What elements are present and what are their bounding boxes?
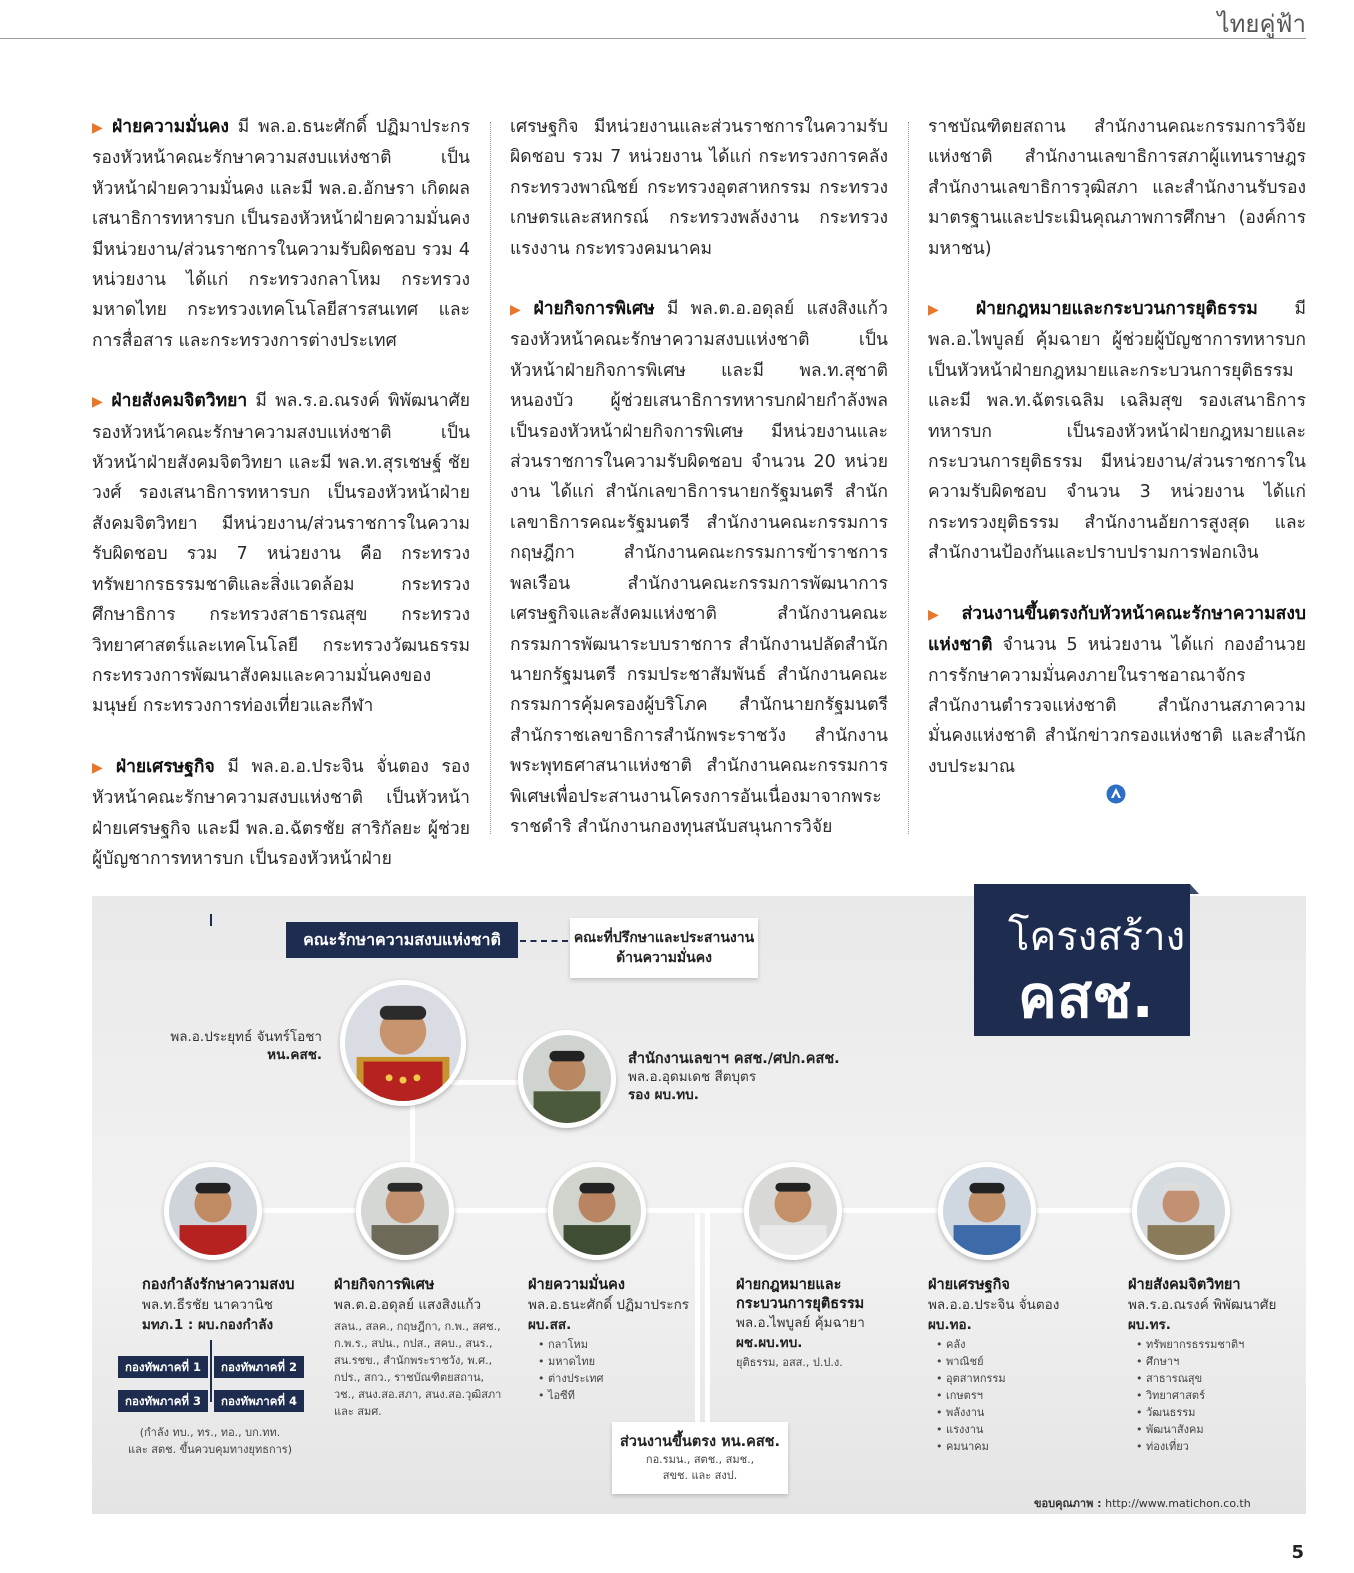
detail-line: และ สมศ. (334, 1405, 382, 1418)
regions-note-line2: และ สตช. ขึ้นควบคุมทางยุทธการ) (128, 1443, 292, 1456)
paragraph-direct-units (928, 599, 1306, 782)
credit-url: http://www.matichon.co.th (1105, 1497, 1251, 1510)
paragraph-text: ราชบัณฑิตยสถาน สำนักงานคณะกรรมการวิจัยแห่งชาติ สำนักงานเลขาธิการสภาผู้แทนราษฎร สำนักงานเลขาธิการวุฒิสภา และสำนักงานรับรองมาตรฐานและประเมินคุณภาพการศึกษา (องค์การมหาชน) (928, 117, 1306, 259)
paragraph-text: จำนวน 5 หน่วยงาน ได้แก่ กองอำนวยการรักษาความมั่นคงภายในราชอาณาจักร สำนักงานตำรวจแห่งชาติ สำนักงานสภาความมั่นคงแห่งชาติ สำนักข่าวกรองแห่งชาติ และสำนักงบประมาณ (928, 635, 1306, 777)
region-box: กองทัพภาคที่ 2 (214, 1356, 304, 1378)
council-box: คณะรักษาความสงบแห่งชาติ (286, 922, 518, 958)
triangle-bullet-icon: ▶ (928, 606, 956, 623)
list-item: • แรงงาน (936, 1421, 1006, 1438)
list-item: • มหาดไทย (538, 1353, 603, 1370)
direct-units-line2: สขช. และ สงป. (662, 1469, 738, 1482)
paragraph-heading: ฝ่ายสังคมจิตวิทยา (111, 391, 248, 412)
paragraph-social-psychology (92, 386, 470, 721)
unit-name: พล.ท.ธีรชัย นาควานิช (142, 1297, 273, 1313)
article-column-1 (92, 112, 470, 904)
unit-name: พล.อ.อ.ประจิน จั่นตอง (928, 1297, 1060, 1313)
list-item: • ท่องเที่ยว (1136, 1438, 1244, 1455)
unit-title: ฝ่ายความมั่นคง (528, 1277, 625, 1293)
connector-line (210, 1340, 212, 1402)
triangle-bullet-icon: ▶ (92, 120, 106, 136)
paragraph-heading: ฝ่ายความมั่นคง (112, 117, 229, 137)
detail-line: ก.พ.ร., สปน., กปส., สคบ., สนร., (334, 1337, 493, 1350)
unit-code: ผบ.ทร. (1128, 1317, 1171, 1333)
paragraph-heading: ฝ่ายกฎหมายและกระบวนการยุติธรรม (975, 299, 1258, 320)
unit-name: พล.ร.อ.ณรงค์ พิพัฒนาศัย (1128, 1297, 1277, 1313)
unit-list (936, 1336, 1006, 1455)
unit-title-line2: กระบวนการยุติธรรม (736, 1296, 865, 1312)
unit-code: ผบ.ทอ. (928, 1317, 972, 1333)
portrait-image (943, 1167, 1031, 1255)
unit-portrait-security (548, 1162, 646, 1260)
list-item: • คมนาคม (936, 1438, 1006, 1455)
head-role: หน.คสช. (267, 1047, 322, 1063)
unit-detail: ยุติธรรม, อสส., ป.ป.ง. (736, 1356, 843, 1369)
detail-line: สลน., สลค., กฤษฎีกา, ก.พ., สศช., (334, 1320, 501, 1333)
list-item: • เกษตรฯ (936, 1387, 1006, 1404)
unit-name: พล.อ.ไพบูลย์ คุ้มฉายา (736, 1315, 865, 1331)
list-item: • วัฒนธรรม (1136, 1404, 1244, 1421)
secretariat-role: รอง ผบ.ทบ. (628, 1087, 699, 1103)
secretariat-name: พล.อ.อุดมเดช สีตบุตร (628, 1069, 757, 1085)
list-item: • ทรัพยากรธรรมชาติฯ (1136, 1336, 1244, 1353)
unit-title: ฝ่ายกิจการพิเศษ (334, 1277, 435, 1293)
list-item: • ศึกษาฯ (1136, 1353, 1244, 1370)
advisory-line2: ด้านความมั่นคง (616, 950, 712, 966)
paragraph-security (92, 112, 470, 356)
detail-line: สน.รชข., สำนักพระราชวัง, พ.ศ., (334, 1354, 493, 1367)
triangle-bullet-icon: ▶ (92, 394, 106, 411)
paragraph-heading: ฝ่ายกิจการพิเศษ (533, 299, 655, 320)
direct-units-box (612, 1422, 788, 1494)
list-item: • สาธารณสุข (1136, 1370, 1244, 1387)
unit-title-line1: ฝ่ายกฎหมายและ (736, 1277, 842, 1293)
head-label (150, 1028, 322, 1064)
chart-title-line2: คสช. (1018, 963, 1154, 1031)
paragraph-economy (92, 752, 470, 875)
paragraph-text: มี พล.อ.ไพบูลย์ คุ้มฉายา ผู้ช่วยผู้บัญชาการทหารบก เป็นหัวหน้าฝ่ายกฎหมายและกระบวนการยุติธรรม และมี พล.ท.ฉัตรเฉลิม เฉลิมสุข รองเสนาธิการทหารบก เป็นรองหัวหน้าฝ่ายกฎหมายและกระบวนการยุติธรรม มีหน่วยงาน/ส่วนราชการในความรับผิดชอบ จำนวน 3 หน่วยงาน ได้แก่ กระทรวงยุติธรรม สำนักงานอัยการสูงสุด และสำนักงานป้องกันและปราบปรามการฟอกเงิน (928, 299, 1306, 564)
paragraph-heading: ส่วนงานขึ้นตรงกับหัวหน้าคณะรักษาความสงบแห่งชาติ (928, 603, 1306, 656)
list-item: • คลัง (936, 1336, 1006, 1353)
unit-code: ผช.ผบ.ทบ. (736, 1335, 803, 1351)
unit-portrait-peacekeeping (164, 1162, 262, 1260)
portrait-image (345, 985, 461, 1101)
regions-note-line1: (กำลัง ทบ., ทร., ทอ., บก.ทท. (139, 1426, 281, 1439)
advisory-line1: คณะที่ปรึกษาและประสานงาน (573, 930, 755, 946)
connector-line (695, 1208, 700, 1428)
list-item: • ต่างประเทศ (538, 1370, 603, 1387)
unit-title: ฝ่ายสังคมจิตวิทยา (1128, 1277, 1241, 1293)
unit-list (538, 1336, 603, 1404)
paragraph-text: มี พล.ร.อ.ณรงค์ พิพัฒนาศัย รองหัวหน้าคณะรักษาความสงบแห่งชาติ เป็นหัวหน้าฝ่ายสังคมจิตวิทยา และมี พล.ท.สุรเชษฐ์ ชัยวงศ์ รองเสนาธิการทหารบก เป็นรองหัวหน้าฝ่ายสังคมจิตวิทยา มีหน่วยงาน/ส่วนราชการในความรับผิดชอบ รวม 7 หน่วยงาน คือ กระทรวงทรัพยากรธรรมชาติและสิ่งแวดล้อม กระทรวงศึกษาธิการ กระทรวงสาธารณสุข กระทรวงวิทยาศาสตร์และเทคโนโลยี กระทรวงวัฒนธรรม กระทรวงการพัฒนาสังคมและความมั่นคงของมนุษย์ กระทรวงการท่องเที่ยวและกีฬา (92, 391, 470, 717)
unit-code: ผบ.สส. (528, 1317, 572, 1333)
triangle-bullet-icon: ▶ (92, 759, 110, 776)
unit-title: ฝ่ายเศรษฐกิจ (928, 1277, 1010, 1293)
dashed-connector (520, 940, 568, 942)
list-item: • วิทยาศาสตร์ (1136, 1387, 1244, 1404)
unit-title (736, 1276, 864, 1314)
list-item: • ไอซีที (538, 1387, 603, 1404)
unit-detail (334, 1318, 514, 1420)
portrait-image (1137, 1167, 1225, 1255)
unit-list (1136, 1336, 1244, 1455)
portrait-image (553, 1167, 641, 1255)
direct-units-title: ส่วนงานขึ้นตรง หน.คสช. (619, 1434, 781, 1450)
column-separator (490, 122, 491, 834)
detail-line: กปร., สกว., ราชบัณฑิตยสถาน, (334, 1371, 485, 1384)
region-box: กองทัพภาคที่ 1 (118, 1356, 208, 1378)
region-box: กองทัพภาคที่ 4 (214, 1390, 304, 1412)
unit-name: พล.อ.ธนะศักดิ์ ปฏิมาประกร (528, 1297, 689, 1313)
masthead (0, 0, 1354, 40)
end-mark-icon (1106, 784, 1126, 804)
masthead-rule (0, 38, 1306, 39)
paragraph-text: เศรษฐกิจ มีหน่วยงานและส่วนราชการในความรับผิดชอบ รวม 7 หน่วยงาน ได้แก่ กระทรวงการคลัง กระทรวงพาณิชย์ กระทรวงอุตสาหกรรม กระทรวงเกษตรและสหกรณ์ กระทรวงพลังงาน กระทรวงแรงงาน กระทรวงคมนาคม (510, 117, 888, 259)
portrait-image (523, 1035, 611, 1123)
paragraph-special-affairs (510, 294, 888, 842)
portrait-image (169, 1167, 257, 1255)
secretariat-portrait (518, 1030, 616, 1128)
paragraph-text: มี พล.ต.อ.อดุลย์ แสงสิงแก้ว รองหัวหน้าคณะรักษาความสงบแห่งชาติ เป็นหัวหน้าฝ่ายกิจการพิเศษ และมี พล.ท.สุชาติ หนองบัว ผู้ช่วยเสนาธิการทหารบกฝ่ายกำลังพล เป็นรองหัวหน้าฝ่ายกิจการพิเศษ มีหน่วยงานและส่วนราชการในความรับผิดชอบ จำนวน 20 หน่วยงาน ได้แก่ สำนักเลขาธิการนายกรัฐมนตรี สำนักเลขาธิการคณะรัฐมนตรี สำนักงานคณะกรรมการกฤษฎีกา สำนักงานคณะกรรมการข้าราชการพลเรือน สำนักงานคณะกรรมการพัฒนาการเศรษฐกิจและสังคมแห่งชาติ สำนักงานคณะกรรมการพัฒนาระบบราชการ สำนักงานปลัดสำนักนายกรัฐมนตรี กรมประชาสัมพันธ์ สำนักงานคณะกรรมการคุ้มครองผู้บริโภค สำนักนายกรัฐมนตรี สำนักราชเลขาธิการสำนักพระราชวัง สำนักงานพระพุทธศาสนาแห่งชาติ สำนักงานคณะกรรมการพิเศษเพื่อประสานงานโครงการอันเนื่องมาจากพระราชดำริ สำนักงานกองทุนสนับสนุนการวิจัย (510, 299, 888, 837)
unit-code: มทภ.1 : ผบ.กองกำลัง (142, 1317, 274, 1333)
unit-name: พล.ต.อ.อดุลย์ แสงสิงแก้ว (334, 1297, 482, 1313)
unit-portrait-economy (938, 1162, 1036, 1260)
list-item: • อุตสาหกรรม (936, 1370, 1006, 1387)
page-number: 5 (1291, 1542, 1304, 1563)
paragraph-law-justice (928, 294, 1306, 569)
triangle-bullet-icon: ▶ (510, 302, 528, 319)
list-item: • พัฒนาสังคม (1136, 1421, 1244, 1438)
connector-line (705, 1208, 710, 1428)
list-item: • กลาโหม (538, 1336, 603, 1353)
direct-units-line1: กอ.รมน., สตช., สมช., (645, 1453, 755, 1466)
head-name: พล.อ.ประยุทธ์ จันทร์โอชา (170, 1029, 322, 1045)
list-item: • พลังงาน (936, 1404, 1006, 1421)
chart-title-box (974, 884, 1190, 1036)
region-box: กองทัพภาคที่ 3 (118, 1390, 208, 1412)
column-separator (908, 122, 909, 834)
unit-portrait-special-affairs (356, 1162, 454, 1260)
triangle-bullet-icon: ▶ (928, 302, 970, 319)
detail-line: วช., สนง.สอ.สภา, สนง.สอ.วุฒิสภา (334, 1388, 502, 1401)
secretariat-title: สำนักงานเลขาฯ คสช./ศปก.คสช. (628, 1051, 840, 1067)
regions-note (110, 1424, 310, 1458)
advisory-box (570, 918, 758, 978)
portrait-image (361, 1167, 449, 1255)
article-column-3 (928, 112, 1306, 812)
paragraph-text: มี พล.อ.อ.ประจิน จั่นตอง รองหัวหน้าคณะรักษาความสงบแห่งชาติ เป็นหัวหน้าฝ่ายเศรษฐกิจ และมี พล.อ.ฉัตรชัย สาริกัลยะ ผู้ช่วยผู้บัญชาการทหารบก เป็นรองหัวหน้าฝ่าย (92, 756, 470, 869)
head-portrait (340, 980, 466, 1106)
unit-title: กองกำลังรักษาความสงบ (142, 1277, 295, 1293)
paragraph-special-affairs-cont (928, 112, 1306, 264)
paragraph-text: มี พล.อ.ธนะศักดิ์ ปฏิมาประกร รองหัวหน้าคณะรักษาความสงบแห่งชาติ เป็นหัวหน้าฝ่ายความมั่นคง และมี พล.อ.อักษรา เกิดผล เสนาธิการทหารบก เป็นรองหัวหน้าฝ่ายความมั่นคง มีหน่วยงาน/ส่วนราชการในความรับผิดชอบ รวม 4 หน่วยงาน ได้แก่ กระทรวงกลาโหม กระทรวงมหาดไทย กระทรวงเทคโนโลยีสารสนเทศ และการสื่อสาร และกระทรวงการต่างประเทศ (92, 117, 470, 351)
portrait-image (749, 1167, 837, 1255)
credit-label: ขอบคุณภาพ : (1034, 1497, 1102, 1510)
unit-portrait-law-justice (744, 1162, 842, 1260)
article-column-2 (510, 112, 888, 872)
unit-portrait-social-psychology (1132, 1162, 1230, 1260)
paragraph-economy-cont (510, 112, 888, 264)
title-fold (1190, 884, 1199, 894)
paragraph-heading: ฝ่ายเศรษฐกิจ (115, 756, 215, 777)
magazine-title: ไทยคู่ฟ้า (1217, 10, 1306, 38)
list-item: • พาณิชย์ (936, 1353, 1006, 1370)
secretariat-label (628, 1050, 888, 1104)
photo-credit (1034, 1494, 1251, 1512)
connector-line (210, 914, 212, 926)
chart-title-line1: โครงสร้าง (1008, 914, 1186, 960)
